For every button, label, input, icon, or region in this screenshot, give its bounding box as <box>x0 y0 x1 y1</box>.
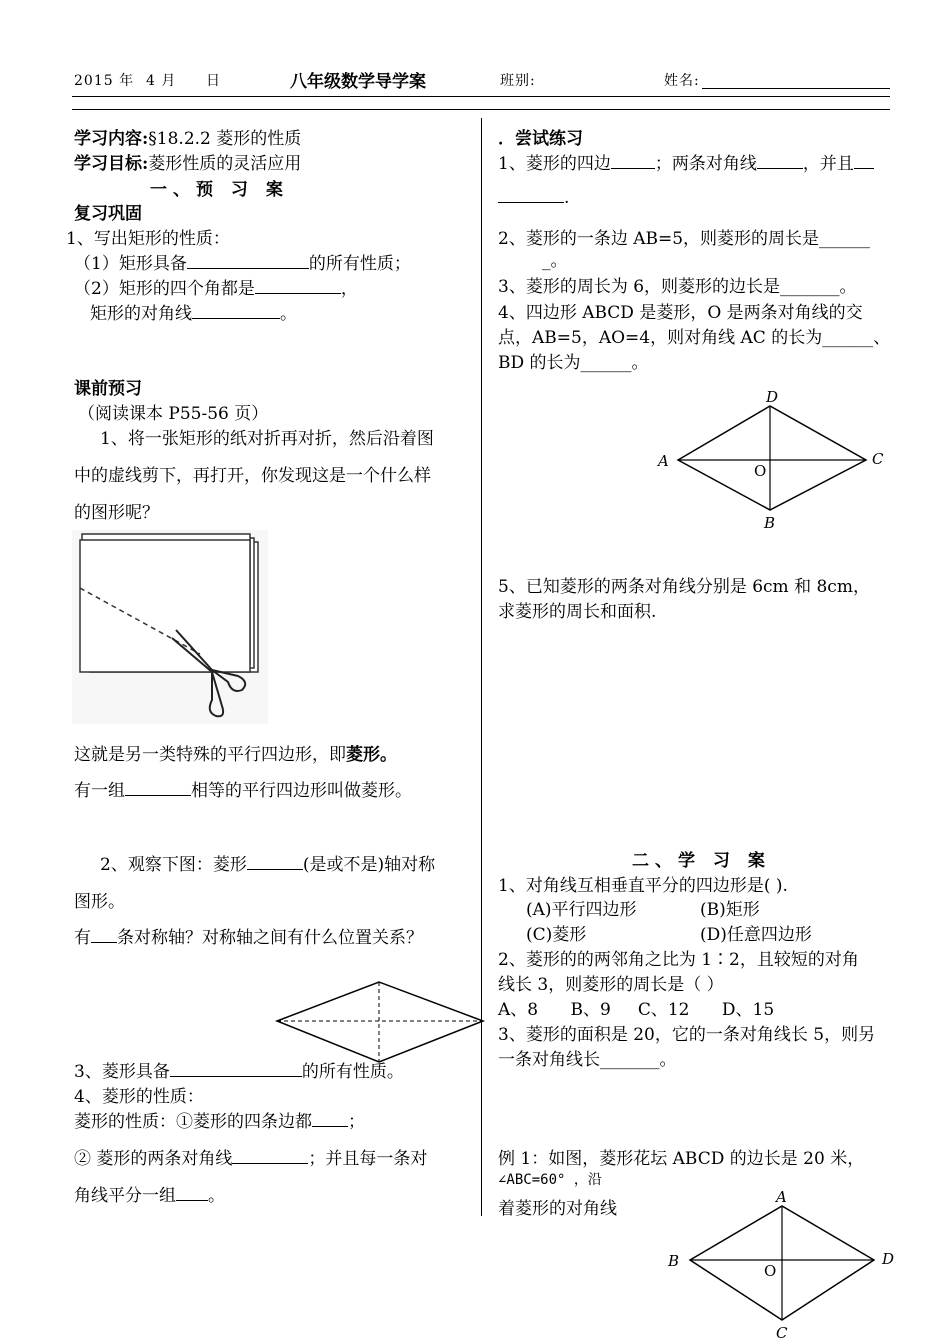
label-a: A <box>658 452 669 470</box>
section1-heading: 一、预 习 案 <box>150 180 289 200</box>
label-d: D <box>766 388 779 406</box>
q2-line1: 2、观察下图：菱形 (是或不是)轴对称 <box>100 855 436 875</box>
example1-line3: 着菱形的对角线 <box>498 1199 617 1219</box>
folded-paper-scissors-illustration <box>72 530 268 724</box>
try-q3: 3、菱形的周长为 6，则菱形的边长是_______。 <box>498 277 857 297</box>
blank[interactable] <box>757 167 803 169</box>
study-q2-line1: 2、菱形的的两邻角之比为 1∶2，且较短的对角 <box>498 950 859 970</box>
blank[interactable] <box>854 167 874 169</box>
study-q1-option-d: (D)任意四边形 <box>700 925 812 945</box>
review-item-2: （2）矩形的四个角都是 ， <box>74 279 358 299</box>
study-q2-line2: 线长 3，则菱形的周长是（ ） <box>498 975 724 995</box>
label-b: B <box>668 1252 680 1270</box>
study-q1-option-a: (A)平行四边形 <box>526 900 637 920</box>
review-item-3: 矩形的对角线 。 <box>90 304 297 324</box>
study-q3-line2: 一条对角线长_______。 <box>498 1050 677 1070</box>
label-b: B <box>764 514 776 532</box>
try-q1: 1、菱形的四边 ；两条对角线 ，并且 <box>498 149 874 174</box>
blank[interactable] <box>187 267 309 269</box>
blank[interactable] <box>91 941 117 943</box>
blank[interactable] <box>192 317 280 319</box>
page-title: 八年级数学导学案 <box>290 72 426 92</box>
rhombus-abcd-figure <box>652 386 892 532</box>
try-practice-title: ．尝试练习 <box>498 129 583 149</box>
study-q3-line1: 3、菱形的面积是 20，它的一条对角线长 5，则另 <box>498 1025 876 1045</box>
goal-row: 学习目标:菱形性质的灵活应用 <box>74 154 302 174</box>
review-question: 1、写出矩形的性质： <box>66 229 230 249</box>
preview-q1-line3: 的图形呢？ <box>74 503 159 523</box>
rhombus-definition: 有一组 相等的平行四边形叫做菱形。 <box>74 781 412 801</box>
label-c: C <box>776 1324 788 1342</box>
study-q2-options: A、8 B、9 C、12 D、15 <box>498 1000 775 1020</box>
label-o: O <box>754 462 767 480</box>
try-q5-line2: 求菱形的周长和面积. <box>498 602 657 622</box>
preview-q1-line2: 中的虚线剪下，再打开，你发现这是一个什么样 <box>74 466 431 486</box>
review-title: 复习巩固 <box>74 204 142 224</box>
section2-heading: 二、学 习 案 <box>632 851 771 871</box>
label-a: A <box>776 1188 787 1206</box>
content-row: 学习内容:§18.2.2 菱形的性质 <box>74 129 302 149</box>
header-year: 2015 年 <box>74 73 135 89</box>
q3-row: 3、菱形具备 的所有性质。 <box>74 1062 404 1082</box>
try-q5-line1: 5、已知菱形的两条对角线分别是 6cm 和 8cm， <box>498 577 870 597</box>
name-label: 姓名: <box>664 73 700 89</box>
class-label: 班别: <box>500 73 536 89</box>
blank[interactable] <box>247 868 303 870</box>
study-q1-option-c: (C)菱形 <box>526 925 587 945</box>
try-q4-line2: 点，AB=5，AO=4，则对角线 AC 的长为______、 <box>498 328 891 348</box>
example1-line2: ∠ABC=60° ，沿 <box>498 1172 602 1188</box>
header-day: 日 <box>206 73 221 89</box>
rhombus-symmetry-figure <box>275 980 487 1066</box>
header-rule-bottom <box>72 109 890 110</box>
blank[interactable] <box>611 167 655 169</box>
blank[interactable] <box>125 794 191 796</box>
preview-q1-line1: 1、将一张矩形的纸对折再对折，然后沿着图 <box>100 429 434 449</box>
try-q4-line1: 4、四边形 ABCD 是菱形，O 是两条对角线的交 <box>498 303 863 323</box>
try-q2: 2、菱形的一条边 AB=5，则菱形的周长是______ <box>498 229 871 249</box>
try-q4-line3: BD 的长为______。 <box>498 353 649 373</box>
property-2: ② 菱形的两条对角线 ；并且每一条对 <box>74 1149 428 1169</box>
property-3: 角线平分一组 。 <box>74 1186 225 1206</box>
blank[interactable] <box>255 292 341 294</box>
example1-line1: 例 1：如图，菱形花坛 ABCD 的边长是 20 米， <box>498 1149 865 1169</box>
rhombus-garden-figure <box>660 1186 900 1342</box>
blank[interactable] <box>176 1199 208 1201</box>
study-q1-option-b: (B)矩形 <box>700 900 760 920</box>
header-rule-top <box>72 96 890 97</box>
name-underline <box>702 88 890 89</box>
q2-line2: 图形。 <box>74 892 125 912</box>
blank[interactable] <box>170 1075 302 1077</box>
label-o: O <box>764 1262 777 1280</box>
try-q2-cont: _。 <box>542 251 568 271</box>
try-q1-cont: . <box>498 188 569 208</box>
review-item-1: （1）矩形具备 的所有性质； <box>74 254 411 274</box>
label-c: C <box>872 450 884 468</box>
rhombus-intro: 这就是另一类特殊的平行四边形，即菱形。 <box>74 745 397 765</box>
label-d: D <box>882 1250 895 1268</box>
blank[interactable] <box>312 1125 348 1127</box>
property-1: 菱形的性质：①菱形的四条边都 ； <box>74 1112 365 1132</box>
preview-title: 课前预习 <box>74 379 142 399</box>
preview-reading: （阅读课本 P55-56 页） <box>78 404 269 424</box>
q2-line3: 有 条对称轴？对称轴之间有什么位置关系？ <box>74 928 423 948</box>
header-month: 4 月 <box>146 73 177 89</box>
blank[interactable] <box>498 201 564 203</box>
blank[interactable] <box>232 1162 308 1164</box>
q4-row: 4、菱形的性质： <box>74 1087 204 1107</box>
study-q1: 1、对角线互相垂直平分的四边形是( ). <box>498 876 788 896</box>
